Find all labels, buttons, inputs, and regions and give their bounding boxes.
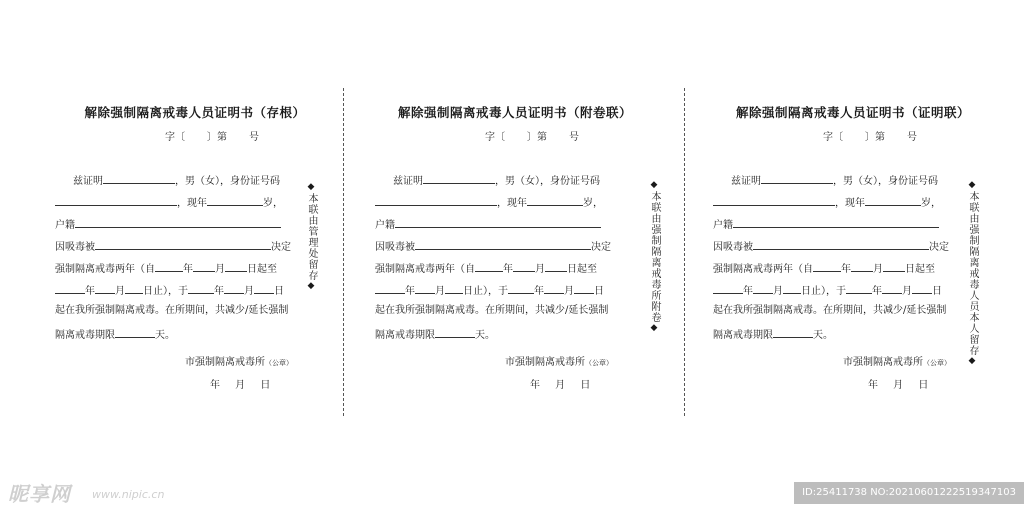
diamond-icon: ◆ <box>967 356 977 367</box>
name-blank[interactable] <box>423 173 495 184</box>
watermark-url: www.nipic.cn <box>92 488 165 501</box>
watermark-id: ID:25411738 NO:20210601222519347103 <box>794 482 1024 504</box>
days-blank[interactable] <box>115 327 155 338</box>
doc-number: 字〔 〕第 号 <box>823 132 917 143</box>
line-period-end: 年 月 日止），于 年 月 日 <box>713 283 942 298</box>
line-residence: 户籍 <box>55 217 281 232</box>
days-blank[interactable] <box>773 327 813 338</box>
diamond-icon: ◆ <box>649 323 659 334</box>
line-residence: 户籍 <box>713 217 939 232</box>
issuing-org: 市强制隔离戒毒所（公章） <box>185 357 293 368</box>
residence-blank[interactable] <box>733 217 939 228</box>
issue-date: 年 月 日 <box>868 380 929 391</box>
line-days: 隔离戒毒期限 天。 <box>55 327 175 342</box>
issuing-org: 市强制隔离戒毒所（公章） <box>505 357 613 368</box>
id-number-blank[interactable] <box>55 195 177 206</box>
seal-label: （公章） <box>265 359 293 367</box>
line-reduction: 起在我所强制隔离戒毒。在所期间，共减少/延长强制 <box>55 305 289 316</box>
side-note-certificate: ◆本联由强制隔离戒毒人员本人留存◆ <box>967 180 978 367</box>
seal-label: （公章） <box>585 359 613 367</box>
line-reduction: 起在我所强制隔离戒毒。在所期间，共减少/延长强制 <box>375 305 609 316</box>
line-period-end: 年 月 日止），于 年 月 日 <box>55 283 284 298</box>
id-number-blank[interactable] <box>713 195 835 206</box>
name-blank[interactable] <box>103 173 175 184</box>
side-note-stub: ◆本联由管理处留存◆ <box>306 182 317 292</box>
line-decision: 因吸毒被 决定 <box>713 239 949 254</box>
line-age: ，现年 岁， <box>55 195 283 210</box>
line-certify: 兹证明 ，男（女），身份证号码 <box>393 173 600 188</box>
decision-blank[interactable] <box>753 239 929 250</box>
form-title: 解除强制隔离戒毒人员证明书（证明联） <box>735 105 970 120</box>
line-period-start: 强制隔离戒毒两年（自 年 月 日起至 <box>55 261 277 276</box>
line-age: ，现年 岁， <box>375 195 603 210</box>
form-title: 解除强制隔离戒毒人员证明书（存根） <box>84 105 306 120</box>
name-blank[interactable] <box>761 173 833 184</box>
residence-blank[interactable] <box>395 217 601 228</box>
watermark-brand: 昵享网 <box>8 482 71 506</box>
issue-date: 年 月 日 <box>210 380 271 391</box>
line-days: 隔离戒毒期限 天。 <box>375 327 495 342</box>
line-period-end: 年 月 日止），于 年 月 日 <box>375 283 604 298</box>
decision-blank[interactable] <box>95 239 271 250</box>
line-period-start: 强制隔离戒毒两年（自 年 月 日起至 <box>375 261 597 276</box>
line-certify: 兹证明 ，男（女），身份证号码 <box>731 173 938 188</box>
line-decision: 因吸毒被 决定 <box>375 239 611 254</box>
age-blank[interactable] <box>527 195 583 206</box>
id-number-blank[interactable] <box>375 195 497 206</box>
diamond-icon: ◆ <box>306 182 316 193</box>
line-certify: 兹证明 ，男（女），身份证号码 <box>73 173 280 188</box>
form-title: 解除强制隔离戒毒人员证明书（附卷联） <box>397 105 632 120</box>
diamond-icon: ◆ <box>649 180 659 191</box>
line-period-start: 强制隔离戒毒两年（自 年 月 日起至 <box>713 261 935 276</box>
age-blank[interactable] <box>207 195 263 206</box>
residence-blank[interactable] <box>75 217 281 228</box>
issue-date: 年 月 日 <box>530 380 591 391</box>
age-blank[interactable] <box>865 195 921 206</box>
days-blank[interactable] <box>435 327 475 338</box>
decision-blank[interactable] <box>415 239 591 250</box>
line-residence: 户籍 <box>375 217 601 232</box>
line-age: ，现年 岁， <box>713 195 941 210</box>
cut-line <box>343 88 344 416</box>
cut-line <box>684 88 685 416</box>
seal-label: （公章） <box>923 359 951 367</box>
line-days: 隔离戒毒期限 天。 <box>713 327 833 342</box>
diamond-icon: ◆ <box>306 281 316 292</box>
line-reduction: 起在我所强制隔离戒毒。在所期间，共减少/延长强制 <box>713 305 947 316</box>
line-decision: 因吸毒被 决定 <box>55 239 291 254</box>
issuing-org: 市强制隔离戒毒所（公章） <box>843 357 951 368</box>
form-archive <box>375 95 675 415</box>
diamond-icon: ◆ <box>967 180 977 191</box>
doc-number: 字〔 〕第 号 <box>165 132 259 143</box>
doc-number: 字〔 〕第 号 <box>485 132 579 143</box>
side-note-archive: ◆本联由强制隔离戒毒所附卷◆ <box>649 180 660 334</box>
